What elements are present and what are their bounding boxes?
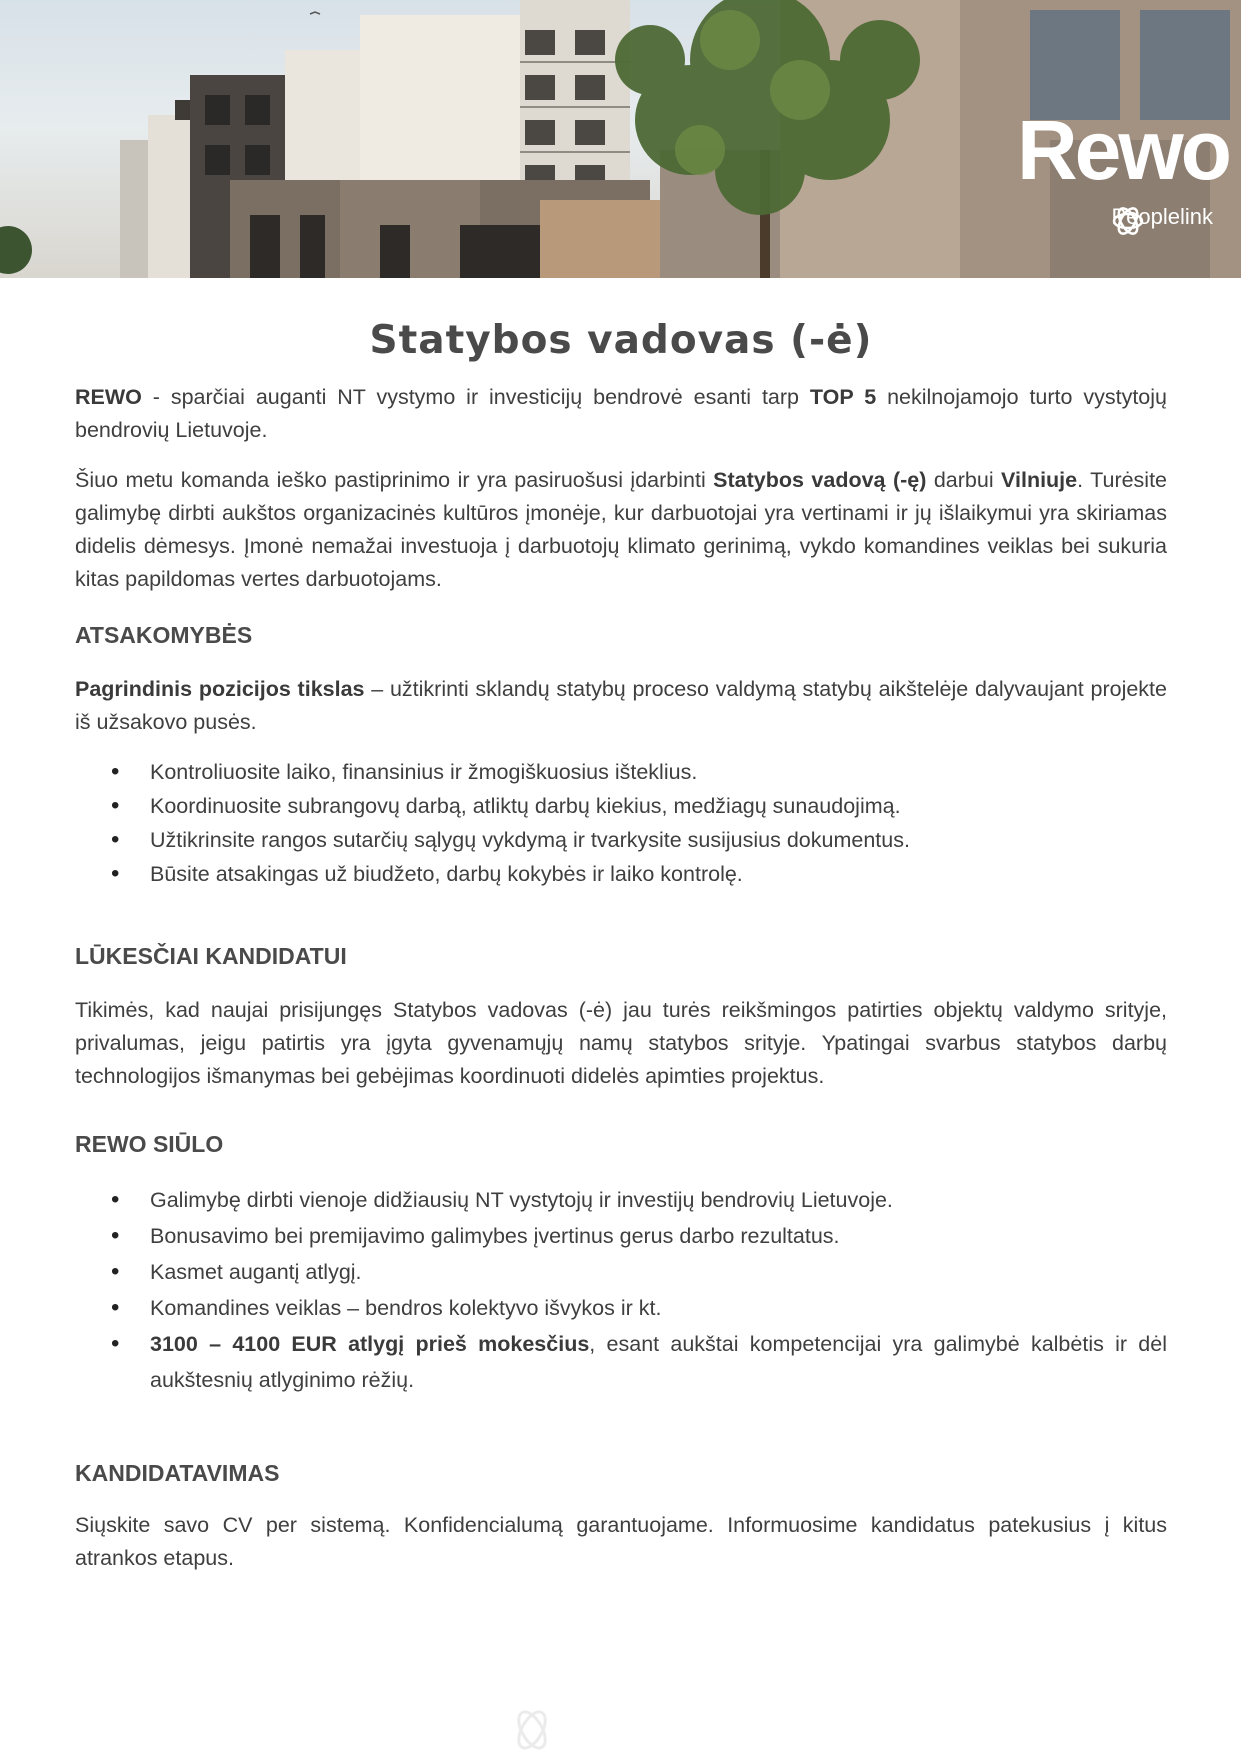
expectations-heading: LŪKESČIAI KANDIDATUI (75, 943, 347, 969)
peoplelink-logo (1111, 204, 1213, 230)
application-text: Siųskite savo CV per sistemą. Konfidencialumą garantuojame. Informuosime kandidatus patekusius į kitus atrankos etapus. (75, 1513, 1167, 1570)
intro-paragraph-2: Šiuo metu komanda ieško pastiprinimo ir yra pasiruošusi įdarbinti Statybos vadovą (-ę) darbui Vilniuje. Turėsite galimybę dirbti aukštos organizacinės kultūros įmonėje, kur darbuotojai yra vertinami ir jų išlaikymui yra skiriamas didelis dėmesys. Įmonė nemažai investuoja į darbuotojų klimato gerinimą, vykdo komandines veiklas bei sukuria kitas papildomas vertes darbuotojams. (75, 468, 1168, 591)
partner-name: Peoplelink (1111, 204, 1213, 229)
list-item: • 3100 – 4100 EUR atlygį prieš mokesčius, esant aukštai kompetencijai yra galimybė kalbėtis ir dėl aukštesnių atlyginimo rėžių. (75, 1326, 1167, 1398)
list-item: • Kontroliuosite laiko, finansinius ir žmogiškuosius išteklius. (75, 755, 1167, 789)
hero-banner (0, 0, 1241, 278)
job-posting (75, 318, 1167, 1575)
expectations-text: Tikimės, kad naujai prisijungęs Statybos vadovas (-ė) jau turės reikšmingos patirties objektų valdymo srityje, privalumas, jeigu patirtis yra įgyta gyvenamųjų namų statybos srityje. Ypatingai svarbus statybos darbų technologijos išmanymas bei gebėjimas koordinuoti didelės apimties projektus. (75, 998, 1167, 1088)
list-item: • Komandines veiklas – bendros kolektyvo išvykos ir kt. (75, 1290, 1167, 1326)
list-item: • Koordinuosite subrangovų darbą, atliktų darbų kiekius, medžiagų sunaudojimą. (75, 789, 1167, 823)
responsibilities-list (75, 755, 1167, 891)
application-heading: KANDIDATAVIMAS (75, 1460, 280, 1486)
offer-heading: REWO SIŪLO (75, 1131, 224, 1157)
list-item: • Užtikrinsite rangos sutarčių sąlygų vykdymą ir tvarkysite susijusius dokumentus. (75, 823, 1167, 857)
job-title: Statybos vadovas (-ė) (369, 318, 873, 363)
peoplelink-mark-icon (1111, 204, 1145, 238)
offer-list (75, 1182, 1167, 1398)
list-item: • Galimybę dirbti vienoje didžiausių NT vystytojų ir investijų bendrovių Lietuvoje. (75, 1182, 1167, 1218)
responsibilities-heading: ATSAKOMYBĖS (75, 622, 253, 648)
list-item: • Būsite atsakingas už biudžeto, darbų kokybės ir laiko kontrolę. (75, 857, 1167, 891)
intro-paragraph-1: REWO - sparčiai auganti NT vystymo ir investicijų bendrovė esanti tarp TOP 5 nekilnojamojo turto vystytojų bendrovių Lietuvoje. (75, 385, 1167, 442)
list-item: • Bonusavimo bei premijavimo galimybes įvertinus gerus darbo rezultatus. (75, 1218, 1167, 1254)
rewo-logo: Rewo (1016, 103, 1229, 197)
peoplelink-watermark-icon (505, 1700, 735, 1755)
list-item: • Kasmet augantį atlygį. (75, 1254, 1167, 1290)
position-goal: Pagrindinis pozicijos tikslas – užtikrinti sklandų statybų proceso valdymą statybų aikštelėje dalyvaujant projekte iš užsakovo pusės. (75, 677, 1167, 734)
